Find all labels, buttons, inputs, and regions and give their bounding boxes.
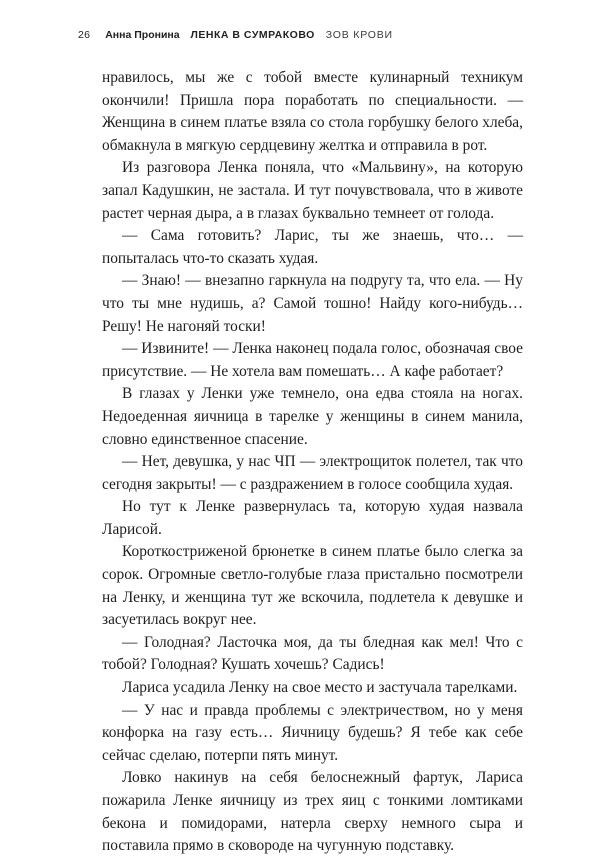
paragraph: — Сама готовить? Ларис, ты же знаешь, что… — попыталась что-то сказать худая. [102,227,523,267]
paragraph: — Нет, девушка, у нас ЧП — электрощиток полетел, так что сегодня закрыты! — с раздражением в голосе сообщила худая. [102,453,523,493]
paragraph: Лариса усадила Ленку на свое место и застучала тарелками. [122,679,518,697]
book-title: ЛЕНКА В СУМРАКОВО [190,29,315,41]
paragraph: Короткостриженой брюнетке в синем платье было слегка за сорок. Огромные светло-голубые глаза пристально посмотрели на Ленку, и женщина тут же вскочила, подлетела к девушке и засуетилась вокруг нее. [102,543,523,629]
paragraph: Но тут к Ленке развернулась та, которую худая назвала Ларисой. [102,498,523,538]
chapter-title: ЗОВ КРОВИ [325,29,393,41]
paragraph: Из разговора Ленка поняла, что «Мальвину», на которую запал Кадушкин, не застала. И тут почувствовала, что в животе растет черная дыра, а в глазах буквально темнеет от голода. [102,159,523,222]
paragraph: нравилось, мы же с тобой вместе кулинарный техникум окончили! Пришла пора поработать по специальности. — Женщина в синем платье взяла со стола горбушку белого хлеба, обмакнула в мягкую сердцевину желтка и отправила в рот. [102,69,523,154]
paragraph: — У нас и правда проблемы с электричеством, но у меня конфорка на газу есть… Яичницу будешь? Я тебе как себе сейчас сделаю, потерпи пять минут. [102,701,523,764]
paragraph: Ловко накинув на себя белоснежный фартук, Лариса пожарила Ленке яичницу из трех яиц с тонкими ломтиками бекона и помидорами, натерла сверху немного сыра и поставила прямо в сковороде на чугунную подставку. [102,769,523,855]
body-text [102,67,523,858]
paragraph: В глазах у Ленки уже темнело, она едва стояла на ногах. Недоеденная яичница в тарелке у женщины в синем манила, словно единственное спасение. [102,385,523,448]
running-header [78,29,401,41]
paragraph: — Извините! — Ленка наконец подала голос, обозначая свое присутствие. — Не хотела вам помешать… А кафе работает? [102,340,523,380]
author-name: Анна Пронина [105,29,180,41]
paragraph: — Знаю! — внезапно гаркнула на подругу та, что ела. — Ну что ты мне нудишь, а? Самой тошно! Найду кого-нибудь… Решу! Не нагоняй тоски! [102,272,523,335]
page-number: 26 [78,29,91,41]
paragraph: — Голодная? Ласточка моя, да ты бледная как мел! Что с тобой? Голодная? Кушать хочешь? Садись! [102,633,523,674]
